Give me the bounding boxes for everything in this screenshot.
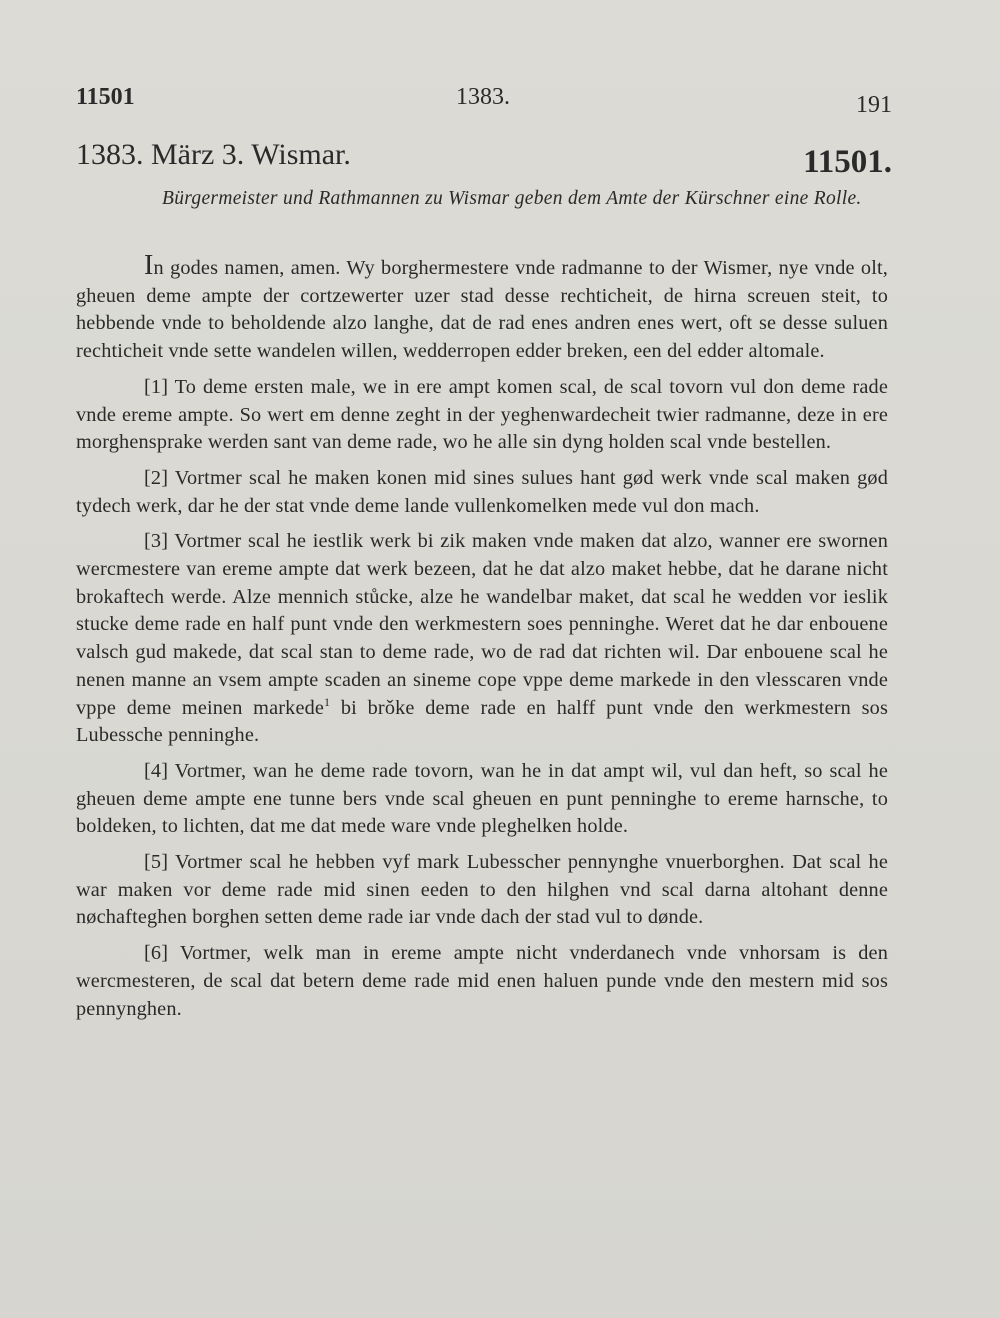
paragraph-intro-text: n godes namen, amen. Wy borghermestere vnde radmanne to der Wismer, nye vnde olt, gheuen deme ampte der cortzewerter uzer stad desse rechticheit, de hirna screuen steit, to hebbende vnde to beholdende alzo langhe, dat de rad enes andren enes wert, oft se desse suluen rechticheit vnde sette wandelen willen, wedderropen edder breken, een del edder altomale. [76,257,888,363]
heading-document-number: 11501. [803,144,892,180]
running-header-year: 1383. [456,84,510,110]
paragraph-2: [2] Vortmer scal he maken konen mid sines sulues hant gød werk vnde scal maken gød tydech werk, dar he der stat vnde deme lande vullenkomelken mede vul don mach. [76,466,888,517]
document-heading [76,138,892,182]
initial-letter: I [144,250,154,281]
running-header [76,84,892,118]
paragraph-3-text-b: bi brǒke deme rade en halff punt vnde den werkmestern sos Lubessche penninghe. [76,696,888,747]
document-body [76,250,888,1031]
paragraph-5: [5] Vortmer scal he hebben vyf mark Lubesscher pennynghe vnuerborghen. Dat scal he war maken vor deme rade mid sinen eeden to den hilghen vnd scal darna altohant denne nøchafteghen borghen setten deme rade iar vnde dach der stad vul to dønde. [76,851,888,929]
paragraph-3-text-a: [3] Vortmer scal he iestlik werk bi zik maken vnde maken dat alzo, wanner ere swornen wercmestere van ereme ampte dat werk bezeen, dat he dat alzo maket hebbe, dat he darane nicht brokaftech werde. Alze mennich stůcke, alze he wandelbar maket, dat scal he wedden vor ieslik stucke deme rade en half punt vnde den werkmestern soes penninghe. Weret dat he dar enbouene valsch gud makede, dat scal stan to deme rade, wo de rad dat richten wil. Dar enbouene scal he nenen manne an vsem ampte scaden an sineme cope vppe deme markede in den vlesscaren vnde vppe deme meinen markede [76,530,888,719]
heading-date-place: 1383. März 3. Wismar. [76,138,351,171]
paragraph-6: [6] Vortmer, welk man in ereme ampte nicht vnderdanech vnde vnhorsam is den wercmesteren, de scal dat betern deme rade mid enen haluen punde vnde den mestern mid sos pennynghen. [76,942,888,1020]
paragraph-intro [76,250,888,366]
footnote-marker: 1 [324,694,331,709]
document-summary [162,186,892,212]
running-header-document-number: 11501 [76,84,135,110]
summary-text: Bürgermeister und Rathmannen zu Wismar geben dem Amte der Kürschner eine Rolle. [162,188,862,209]
paragraph-1: [1] To deme ersten male, we in ere ampt komen scal, de scal tovorn vul don deme rade vnde ereme ampte. So wert em denne zeght in der yeghenwardecheit twier radmanne, deze in ere morghensprake werden sant van deme rade, wo he alle sin dyng holden scal vnde bestellen. [76,375,888,454]
page-number: 191 [856,92,892,118]
paragraph-3 [76,528,888,750]
paragraph-4: [4] Vortmer, wan he deme rade tovorn, wan he in dat ampt wil, vul dan heft, so scal he gheuen deme ampte ene tunne bers vnde scal gheuen en punt penninghe to ereme harnsche, to boldeken, to lichten, dat me dat mede ware vnde pleghelken holde. [76,759,888,838]
